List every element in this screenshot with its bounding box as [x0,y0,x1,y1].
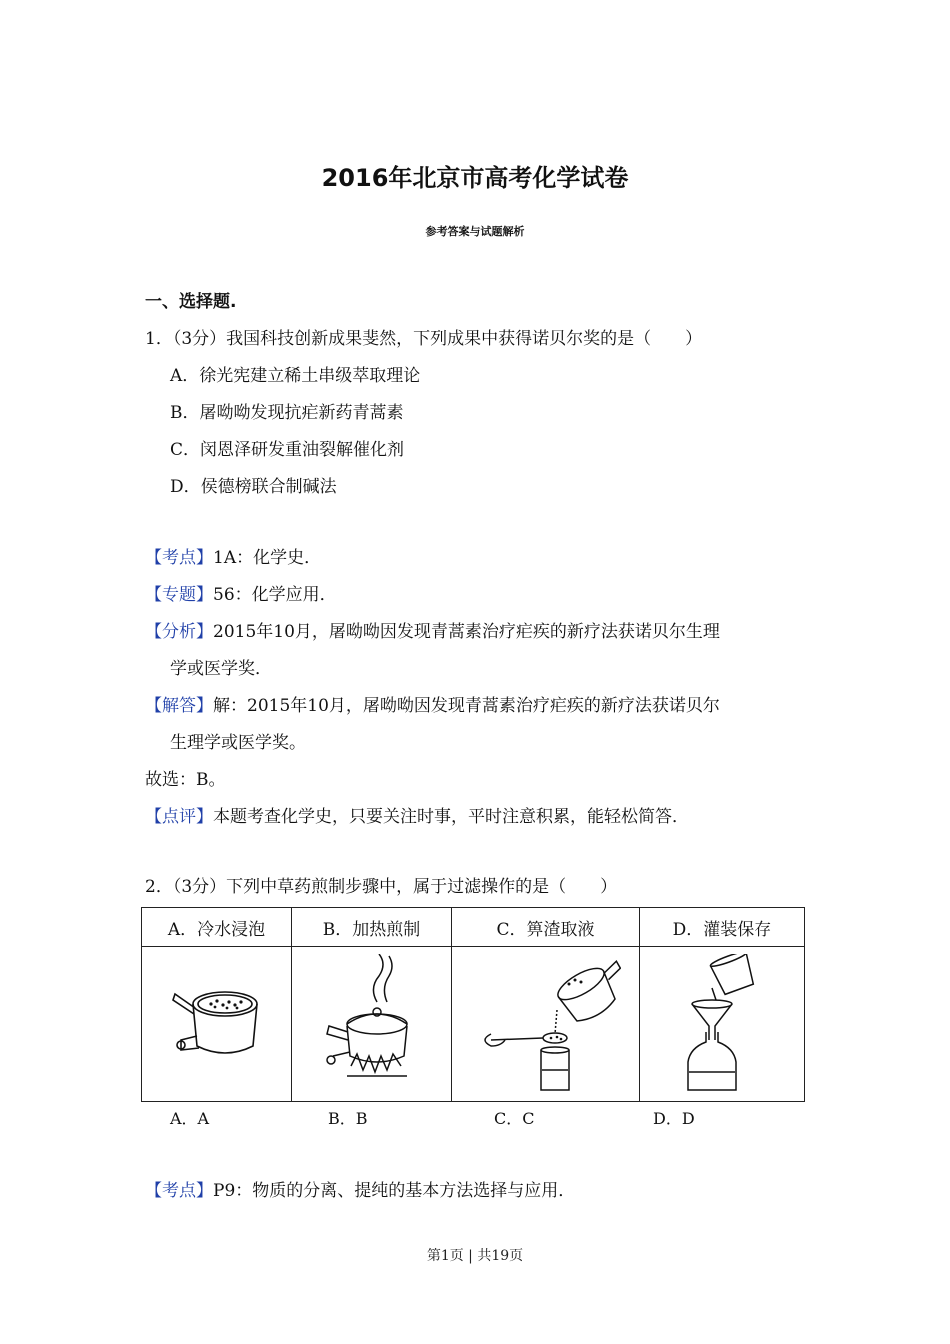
question-1-option-a: A．徐光宪建立稀土串级萃取理论 [170,366,421,386]
dianping-tag: 【点评】 [145,807,213,827]
kaodian-text: 1A：化学史． [213,548,322,568]
fenxi-text-2: 学或医学奖． [170,659,272,679]
q2-kaodian [145,1176,575,1201]
document-subtitle: 参考答案与试题解析 [425,225,525,238]
section-heading: 一、选择题. [145,292,237,312]
zhuanti-text: 56：化学应用． [213,585,337,605]
page-footer: 第1页 | 共19页 [426,1248,524,1264]
question-1-option-d: D．侯德榜联合制碱法 [170,477,337,497]
table-image-cell-b [292,947,452,1102]
table-image-cell-d [640,947,805,1102]
dianping-text: 本题考查化学史，只要关注时事，平时注意积累，能轻松简答． [213,807,689,827]
q1-dianping [145,802,689,827]
pot-soaking-icon [167,974,267,1074]
question-1-option-c: C．闵恩泽研发重油裂解催化剂 [170,440,405,460]
question-2-option-b: B．B [328,1109,368,1128]
q1-kaodian [145,543,321,568]
question-2-option-a: A．A [170,1109,210,1128]
jieda-text-2: 生理学或医学奖。 [170,733,306,753]
kaodian-text: P9：物质的分离、提纯的基本方法选择与应用． [213,1181,576,1201]
fenxi-text-1: 2015年10月，屠呦呦因发现青蒿素治疗疟疾的新疗法获诺贝尔生理 [213,622,720,642]
bottle-funnel-icon [672,954,772,1094]
question-2-stem: 2．（3分）下列中草药煎制步骤中，属于过滤操作的是（ ） [145,877,618,897]
q1-fenxi [145,617,720,642]
question-2-option-c: C．C [494,1109,535,1128]
question-2-option-d: D．D [653,1109,695,1128]
straining-icon [471,954,621,1094]
table-image-cell-a [142,947,292,1102]
table-header-c: C．箅渣取液 [452,908,640,947]
table-image-cell-c [452,947,640,1102]
q1-answer: 故选：B。 [145,770,226,790]
pot-heating-icon [317,954,427,1094]
kaodian-tag: 【考点】 [145,1181,213,1201]
q1-jieda [145,691,720,716]
table-header-a: A．冷水浸泡 [142,908,292,947]
question-1-stem: 1．（3分）我国科技创新成果斐然，下列成果中获得诺贝尔奖的是（ ） [145,329,703,349]
kaodian-tag: 【考点】 [145,548,213,568]
table-header-d: D．灌装保存 [640,908,805,947]
table-header-b: B．加热煎制 [292,908,452,947]
q1-zhuanti [145,580,337,605]
jieda-tag: 【解答】 [145,696,213,716]
document-title: 2016年北京市高考化学试卷 [321,164,629,192]
question-2-table [141,907,805,1102]
zhuanti-tag: 【专题】 [145,585,213,605]
jieda-text-1: 解：2015年10月，屠呦呦因发现青蒿素治疗疟疾的新疗法获诺贝尔 [213,696,720,716]
question-1-option-b: B．屠呦呦发现抗疟新药青蒿素 [170,403,404,423]
fenxi-tag: 【分析】 [145,622,213,642]
